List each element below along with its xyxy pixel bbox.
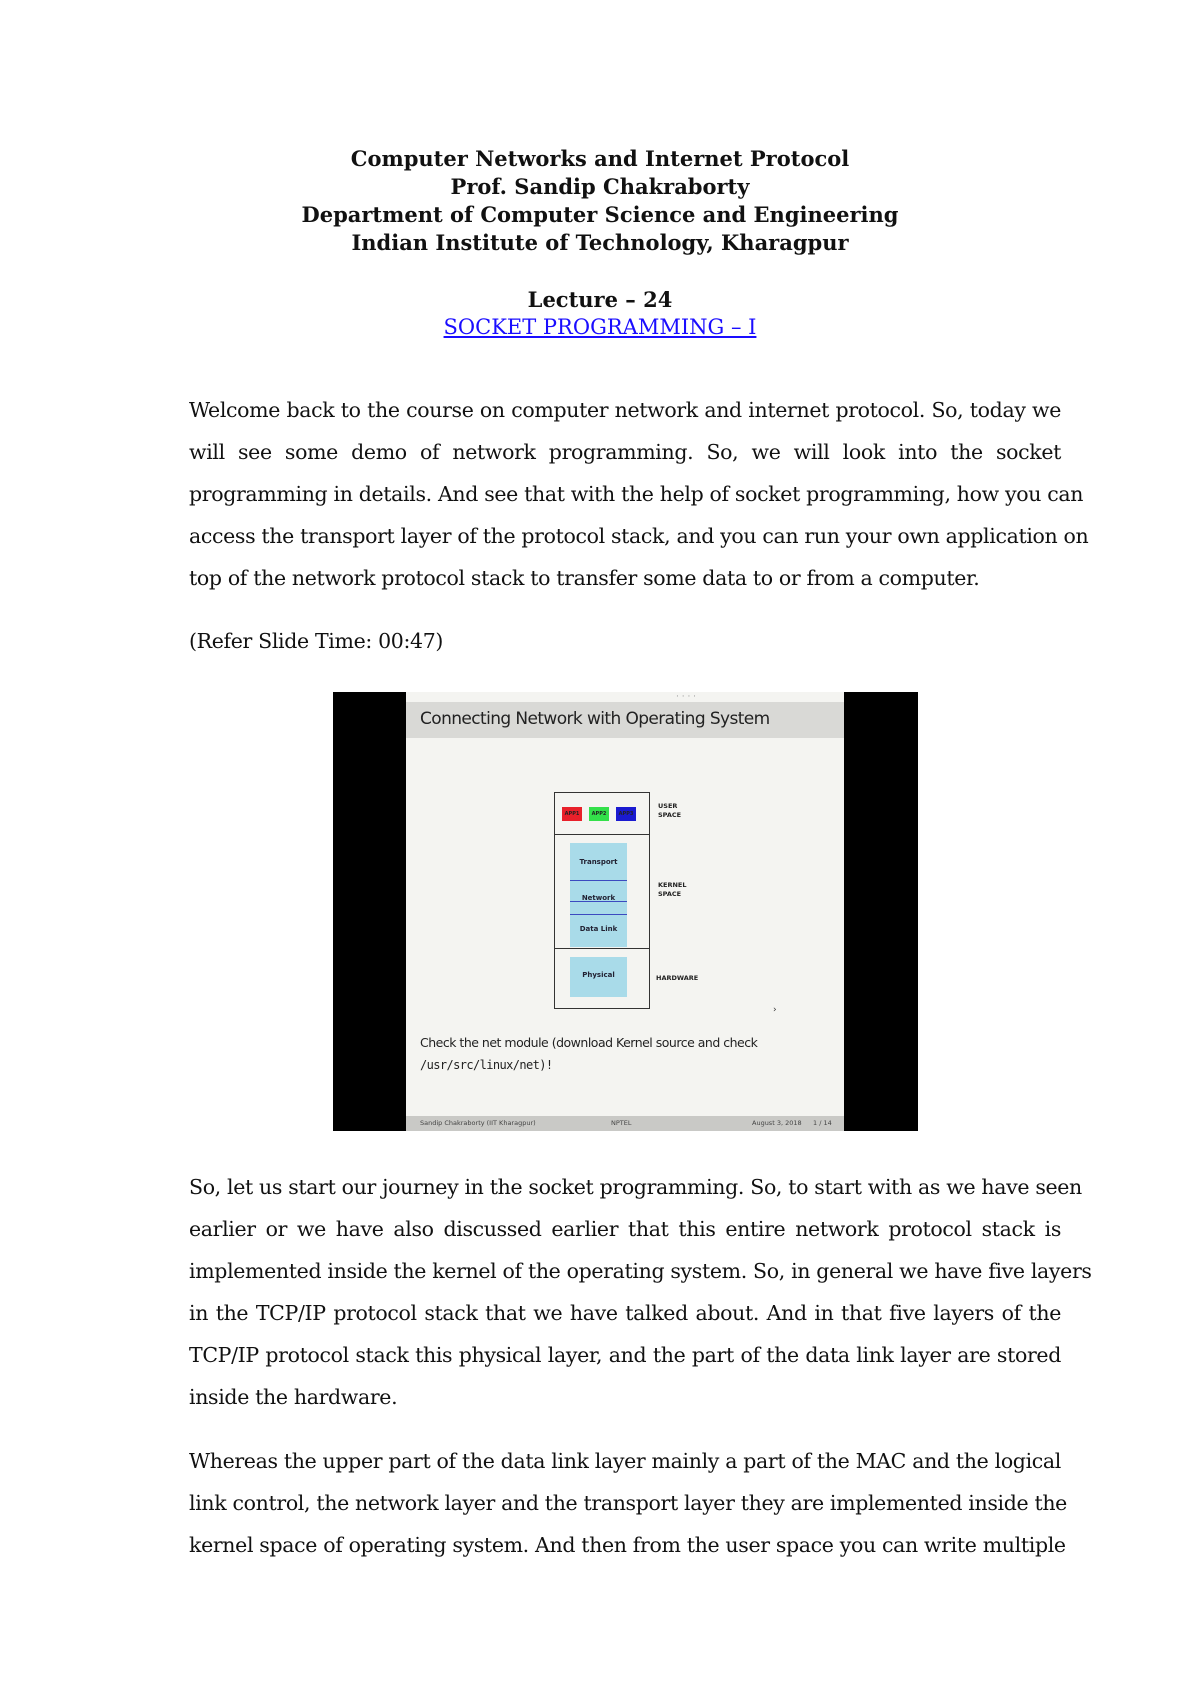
mouse-cursor-icon: › [773, 1005, 777, 1015]
paragraph-line: inside the hardware. [189, 1385, 398, 1409]
paragraph-line: programming in details. And see that with the help of socket programming, how you can [189, 482, 1084, 506]
slide-title: Connecting Network with Operating System [420, 709, 770, 729]
slide-footer-page: 1 / 14 [813, 1119, 832, 1127]
refer-slide-time: (Refer Slide Time: 00:47) [189, 629, 444, 653]
paragraph-line: implemented inside the kernel of the operating system. So, in general we have five layers [189, 1259, 1092, 1283]
lecture-title-link[interactable]: SOCKET PROGRAMMING – I [443, 315, 757, 339]
paragraph-line: link control, the network layer and the transport layer they are implemented inside the [189, 1491, 1067, 1515]
data-link-layer-label: Data Link [579, 925, 618, 933]
user-space-label-line1: USER [658, 802, 678, 810]
paragraph-line: TCP/IP protocol stack this physical layer, and the part of the data link layer are stored [189, 1343, 1061, 1367]
paragraph-intro [189, 389, 1089, 599]
user-space-label [658, 802, 681, 820]
paragraph-line: kernel space of operating system. And then from the user space you can write multiple [189, 1533, 1066, 1557]
app2-box: APP2 [589, 807, 609, 821]
slide-footer-center: NPTEL [611, 1119, 632, 1127]
slide-note [420, 1032, 757, 1076]
user-space-label-line2: SPACE [658, 811, 682, 819]
slide-footer-author: Sandip Chakraborty (IIT Kharagpur) [420, 1119, 536, 1127]
lecture-title-wrapper [0, 313, 1200, 341]
slide-note-line2: /usr/src/linux/net)! [420, 1058, 553, 1072]
paragraph-line: Whereas the upper part of the data link layer mainly a part of the MAC and the logical [189, 1449, 1061, 1473]
paragraph-journey [189, 1166, 1092, 1418]
user-kernel-divider [555, 834, 649, 835]
course-title: Computer Networks and Internet Protocol [350, 146, 850, 171]
paragraph-line: access the transport layer of the protocol stack, and you can run your own application on [189, 524, 1089, 548]
paragraph-line: in the TCP/IP protocol stack that we have talked about. And in that five layers of the [189, 1301, 1061, 1325]
hardware-layer-box [570, 957, 627, 997]
hardware-label: HARDWARE [656, 974, 699, 982]
network-layer-label: Network [581, 894, 616, 902]
slide-top-marker: · · · · [676, 692, 697, 702]
slide-footer [406, 1116, 844, 1131]
layer-divider [570, 901, 627, 902]
slide-content [406, 692, 844, 1131]
paragraph-line: earlier or we have also discussed earlier that this entire network protocol stack is [189, 1217, 1061, 1241]
kernel-layers-box [570, 843, 627, 947]
paragraph-line: will see some demo of network programming. So, we will look into the socket [189, 440, 1061, 464]
app1-box: APP1 [562, 807, 582, 821]
paragraph-kernel [189, 1440, 1067, 1566]
layer-divider [570, 880, 627, 881]
paragraph-line: top of the network protocol stack to transfer some data to or from a computer. [189, 566, 980, 590]
institute-name: Indian Institute of Technology, Kharagpur [351, 230, 849, 255]
paragraph-line: Welcome back to the course on computer network and internet protocol. So, today we [189, 398, 1061, 422]
paragraph-line: So, let us start our journey in the socket programming. So, to start with as we have seen [189, 1175, 1082, 1199]
kernel-space-label-line2: SPACE [658, 890, 682, 898]
transport-layer-label: Transport [579, 858, 618, 866]
slide-note-line1: Check the net module (download Kernel source and check [420, 1035, 758, 1050]
lecture-slide-image [333, 692, 918, 1131]
kernel-hardware-divider [555, 948, 649, 949]
physical-layer-label: Physical [582, 971, 615, 979]
lecture-number: Lecture – 24 [527, 287, 673, 312]
department-name: Department of Computer Science and Engineering [301, 202, 899, 227]
layer-divider [570, 914, 627, 915]
slide-footer-date: August 3, 2018 [752, 1119, 802, 1127]
kernel-space-label [658, 881, 687, 899]
document-header [0, 145, 1200, 257]
kernel-space-label-line1: KERNEL [658, 881, 687, 889]
app3-box: APP3 [616, 807, 636, 821]
professor-name: Prof. Sandip Chakraborty [450, 174, 750, 199]
